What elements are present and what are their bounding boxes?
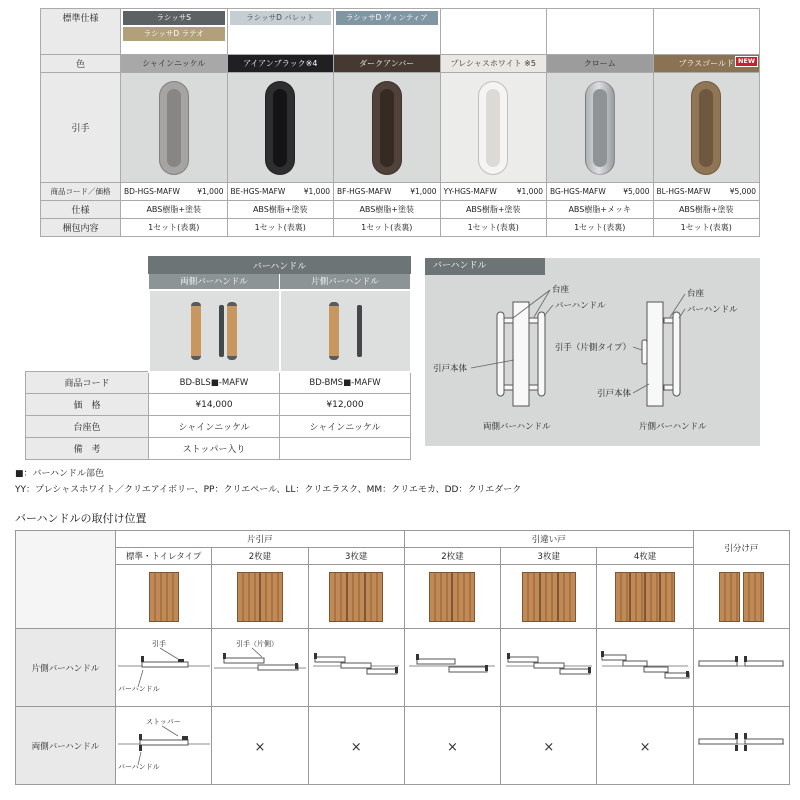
door-thumbnail	[212, 565, 308, 629]
cross-cell	[597, 707, 693, 785]
row-label-both-side: 両側バーハンドル	[16, 707, 116, 785]
label-hikite: 引手	[152, 639, 166, 648]
pull-recess	[486, 89, 500, 167]
label-hikite-right: 引手（片側タイプ）	[554, 343, 631, 353]
material-cell: ABS樹脂+塗装	[653, 201, 760, 219]
group-header-hikichigai: 引違い戸	[404, 531, 693, 548]
plan-diagram-cell	[116, 707, 212, 785]
row-label-note: 備 考	[26, 438, 149, 460]
color-name: プレシャスホワイト ※5	[450, 59, 536, 68]
mounting-table	[15, 530, 790, 785]
package-cell: 1セット(表裏)	[547, 219, 654, 237]
bar-handle-base-color: シャインニッケル	[149, 416, 280, 438]
product-code: BG-HGS-MAFW	[550, 187, 606, 196]
color-swatch	[121, 55, 228, 73]
cross-cell	[308, 707, 404, 785]
bar-handle-photo-one	[280, 290, 411, 372]
color-name: シャインニッケル	[142, 59, 206, 68]
group-header-hikiwake: 引分け戸	[693, 531, 789, 565]
cross-mark: ×	[254, 740, 266, 755]
package-cell: 1セット(表裏)	[121, 219, 228, 237]
row-label-base-color: 台座色	[26, 416, 149, 438]
wood-bar-image	[191, 302, 201, 360]
handle-photo-cell	[121, 73, 228, 183]
package-cell: 1セット(表裏)	[653, 219, 760, 237]
bar-handle-code: BD-BLS■-MAFW	[149, 372, 280, 394]
color-swatch	[334, 55, 441, 73]
door-thumbnail	[404, 565, 500, 629]
col-header: 4枚建	[597, 548, 693, 565]
note-line: ■：バーハンドル部色	[15, 469, 105, 479]
cross-mark: ×	[447, 740, 458, 755]
footnotes	[15, 466, 521, 498]
pull-plate-image	[585, 81, 615, 175]
new-badge: NEW	[735, 56, 758, 67]
col-header: 標準・トイレタイプ	[116, 548, 212, 565]
bar-handle-type-both: 両側バーハンドル	[149, 274, 280, 290]
color-swatch	[440, 55, 547, 73]
plan-diagram-cell	[404, 629, 500, 707]
bar-handle-diagram-box	[425, 258, 760, 446]
series-tags-cell	[121, 9, 228, 55]
product-price: ¥1,000	[197, 187, 224, 196]
door-thumbnail	[116, 565, 212, 629]
mount-plate-image	[357, 305, 362, 357]
code-price-row	[41, 183, 760, 201]
pull-recess	[699, 89, 713, 167]
label-daiza-right: 台座	[687, 289, 705, 299]
color-name: ダークアンバー	[359, 59, 415, 68]
product-code: BE-HGS-MAFW	[230, 187, 286, 196]
cross-mark: ×	[350, 740, 362, 755]
bar-handle-type-one: 片側バーハンドル	[280, 274, 411, 290]
material-row	[41, 201, 760, 219]
series-tag: ラシッサD パレット	[230, 11, 332, 25]
material-cell: ABS樹脂+塗装	[440, 201, 547, 219]
row-label-material: 仕様	[41, 201, 121, 219]
series-tag: ラシッサD ヴィンティア	[336, 11, 438, 25]
pull-plate-image	[691, 81, 721, 175]
handle-photo-cell	[547, 73, 654, 183]
cross-cell	[404, 707, 500, 785]
code-price-cell	[653, 183, 760, 201]
code-price-cell	[334, 183, 441, 201]
row-label-code: 商品コード	[26, 372, 149, 394]
color-name: アイアンブラック※4	[243, 59, 318, 68]
plan-diagram-cell	[212, 629, 308, 707]
series-tags-cell	[440, 9, 547, 55]
cross-cell	[212, 707, 308, 785]
series-tag: ラシッサS	[123, 11, 225, 25]
spacer-cell	[26, 290, 149, 372]
handle-photo-cell	[653, 73, 760, 183]
note-line: YY：プレシャスホワイト／クリエアイボリー、PP：クリエペール、LL：クリエラスク、MM：クリエモカ、DD：クリエダーク	[15, 485, 522, 495]
door-thumbnail	[597, 565, 693, 629]
handle-photo-cell	[334, 73, 441, 183]
spacer-cell	[26, 274, 149, 290]
product-price: ¥1,000	[410, 187, 437, 196]
material-cell: ABS樹脂+塗装	[121, 201, 228, 219]
row-label-handle: 引手	[41, 73, 121, 183]
package-cell: 1セット(表裏)	[334, 219, 441, 237]
diagram-header: バーハンドル	[425, 258, 545, 275]
plan-diagram-cell	[308, 629, 404, 707]
row-label-package: 梱包内容	[41, 219, 121, 237]
product-price: ¥1,000	[303, 187, 330, 196]
product-price: ¥5,000	[623, 187, 650, 196]
plan-diagram-cell	[693, 707, 789, 785]
caption-one-side: 片側バーハンドル	[639, 422, 707, 432]
package-row	[41, 219, 760, 237]
pull-plate-image	[159, 81, 189, 175]
bar-handle-price: ¥12,000	[280, 394, 411, 416]
label-body-right: 引戸本体	[596, 389, 631, 399]
group-header-katabiki: 片引戸	[116, 531, 405, 548]
series-tags-cell	[547, 9, 654, 55]
mounting-title: バーハンドルの取付け位置	[15, 512, 147, 525]
series-tags-cell	[227, 9, 334, 55]
package-cell: 1セット(表裏)	[227, 219, 334, 237]
caption-both-side: 両側バーハンドル	[483, 422, 551, 432]
code-price-cell	[121, 183, 228, 201]
pull-recess	[273, 89, 287, 167]
col-header: 2枚建	[212, 548, 308, 565]
label-stopper: ストッパー	[146, 717, 181, 726]
bar-handle-price: ¥14,000	[149, 394, 280, 416]
product-code: BD-HGS-MAFW	[124, 187, 180, 196]
series-tag: ラシッサD ラテオ	[123, 27, 225, 41]
product-code: YY-HGS-MAFW	[443, 187, 497, 196]
bar-handle-note: ストッパー入り	[149, 438, 280, 460]
series-tags-cell	[653, 9, 760, 55]
installation-diagram	[425, 276, 760, 446]
cross-mark: ×	[543, 740, 555, 755]
bar-handle-note	[280, 438, 411, 460]
color-name: ブラスゴールド	[678, 59, 735, 68]
package-cell: 1セット(表裏)	[440, 219, 547, 237]
handle-photo-cell	[440, 73, 547, 183]
pull-recess	[380, 89, 394, 167]
pull-recess	[167, 89, 181, 167]
wood-bar-image	[329, 302, 339, 360]
code-price-cell	[547, 183, 654, 201]
mount-plate-image	[219, 305, 224, 357]
corner-cell	[16, 531, 116, 629]
door-thumbnail	[693, 565, 789, 629]
door-panel	[149, 572, 179, 622]
bar-handle-header: バーハンドル	[149, 257, 411, 274]
label-hikite-one: 引手（片側）	[236, 639, 279, 648]
col-header: 3枚建	[308, 548, 404, 565]
pull-plate-image	[478, 81, 508, 175]
label-bar-right: バーハンドル	[687, 305, 738, 315]
plan-diagram-cell	[501, 629, 597, 707]
product-price: ¥1,000	[516, 187, 543, 196]
pull-plate-image	[372, 81, 402, 175]
bar-handle-code: BD-BMS■-MAFW	[280, 372, 411, 394]
bar-handle-base-color: シャインニッケル	[280, 416, 411, 438]
plan-diagram-cell	[597, 629, 693, 707]
label-daiza-left: 台座	[552, 285, 570, 295]
code-price-cell	[227, 183, 334, 201]
cross-cell	[501, 707, 597, 785]
series-tags-cell	[334, 9, 441, 55]
material-cell: ABS樹脂+塗装	[334, 201, 441, 219]
plan-diagram-cell	[693, 629, 789, 707]
material-cell: ABS樹脂+塗装	[227, 201, 334, 219]
color-swatch	[653, 55, 760, 73]
product-spec-table	[40, 8, 760, 237]
row-label-code-price: 商品コード／価格	[41, 183, 121, 201]
wood-bar-image	[227, 302, 237, 360]
color-name: クローム	[583, 59, 616, 68]
handle-photo-row	[41, 73, 760, 183]
bar-handle-photo-both	[149, 290, 280, 372]
row-label-price: 価 格	[26, 394, 149, 416]
col-header: 3枚建	[501, 548, 597, 565]
product-code: BF-HGS-MAFW	[337, 187, 392, 196]
door-thumbnail	[308, 565, 404, 629]
material-cell: ABS樹脂+メッキ	[547, 201, 654, 219]
color-swatch	[227, 55, 334, 73]
color-row	[41, 55, 760, 73]
row-label-standard-spec: 標準仕様	[41, 9, 121, 55]
row-label-color: 色	[41, 55, 121, 73]
col-header: 2枚建	[404, 548, 500, 565]
plan-diagram-cell	[116, 629, 212, 707]
code-price-cell	[440, 183, 547, 201]
bar-handle-table	[25, 256, 412, 460]
pull-recess	[593, 89, 607, 167]
spacer-cell	[26, 257, 149, 274]
pull-plate-image	[265, 81, 295, 175]
series-row	[41, 9, 760, 55]
cross-mark: ×	[639, 740, 651, 755]
label-bar: バーハンドル	[118, 762, 160, 771]
door-thumbnail	[501, 565, 597, 629]
label-body-left: 引戸本体	[433, 364, 468, 374]
label-bar-left: バーハンドル	[555, 301, 606, 311]
product-code: BL-HGS-MAFW	[656, 187, 711, 196]
label-bar: バーハンドル	[118, 684, 160, 693]
color-swatch	[547, 55, 654, 73]
row-label-one-side: 片側バーハンドル	[16, 629, 116, 707]
handle-photo-cell	[227, 73, 334, 183]
product-price: ¥5,000	[729, 187, 756, 196]
